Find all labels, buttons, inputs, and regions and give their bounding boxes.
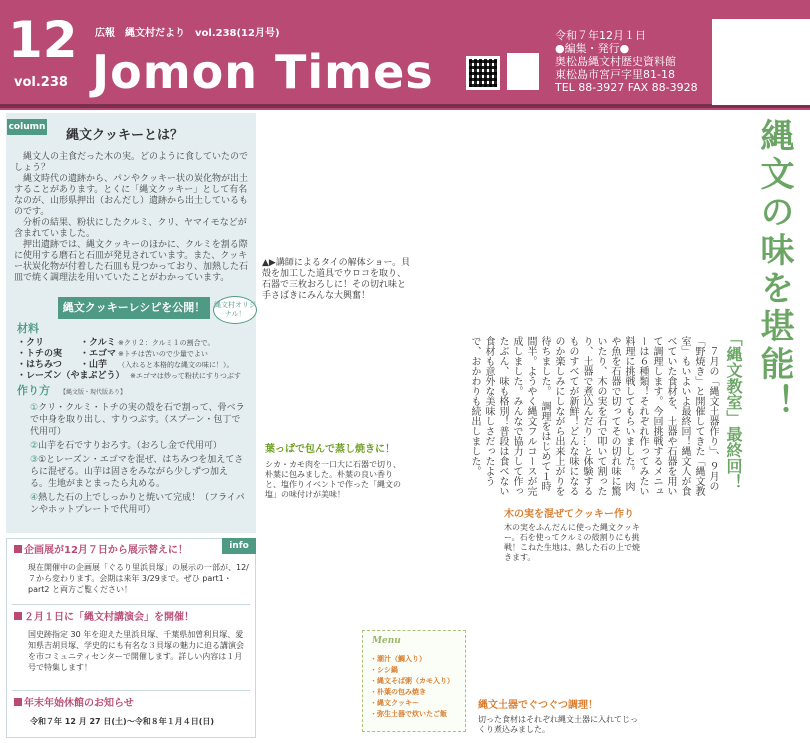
- menu-item: ・シシ鍋: [370, 666, 398, 674]
- square-bullet-icon: [14, 698, 22, 706]
- publisher-name: 奥松島縄文村歴史資料館: [555, 55, 676, 68]
- cookie-making-body: 木の実をふんだんに使った縄文クッキー。石を使ってクルミの殻割りにも挑戦！こねた生地は、熱した石の上で焼きます。: [504, 523, 640, 562]
- info-heading-text: ２月１日に「縄文村講演会」を開催！: [24, 612, 194, 623]
- material-item: ・はちみつ: [17, 360, 62, 370]
- menu-item: ・朴葉の包み焼き: [370, 688, 426, 696]
- column-paragraph: 縄文人の主食だった木の実。どのように食していたのでしょう？: [14, 152, 249, 173]
- info-tab: info: [222, 538, 256, 554]
- pottery-cooking-body: 切った食材はそれぞれ縄文土器に入れてじっくり煮込みました。: [478, 715, 638, 734]
- article-subtitle: 「縄文教室」最終回！: [724, 330, 743, 490]
- step-item: [30, 492, 245, 516]
- header-underline: [0, 104, 810, 108]
- leaf-steam-body: シカ・カモ肉を一口大に石器で切り、朴葉に包みました。朴葉の良い香りと、塩作りイベントで作った「縄文の塩」の味付けが美味！: [265, 460, 401, 499]
- step-text: ①とレーズン・エゴマを混ぜ、はちみつを加えてさらに混ぜる。山芋は固さをみながら少しずつ加える。生地がまとまったら丸める。: [30, 455, 244, 489]
- info-heading-text: 企画展が12月７日から展示替えに！: [24, 545, 188, 556]
- photo-caption: ▲▶講師によるタイの解体ショー。貝殻を加工した道具でウロコを取り、石器で三枚おろしに！その切れ味と手さばきにみんな大興奮！: [262, 258, 411, 301]
- column-paragraph: 分析の結果、粉状にしたクルミ、クリ、ヤマイモなどが含まれていました。: [14, 218, 247, 239]
- steps-heading: 作り方: [17, 384, 50, 397]
- volume-label: vol.238: [14, 75, 68, 90]
- step-number: ①: [30, 403, 39, 413]
- menu-list: [370, 654, 466, 720]
- material-item: ・レーズン（やまぶどう）: [17, 371, 125, 381]
- masthead-title: Jomon Times: [92, 45, 434, 99]
- menu-item: ・弥生土器で炊いたご飯: [370, 710, 447, 718]
- tel-fax: TEL 88-3927 FAX 88-3928: [555, 81, 698, 94]
- step-text: 熱した石の上でしっかりと焼いて完成！（フライパンやホットプレートで代用可）: [30, 493, 245, 515]
- recipe-banner: 縄文クッキーレシピを公開！: [58, 297, 210, 319]
- steps-subheading: 【縄文版・現代版あり】: [60, 389, 127, 396]
- material-note: ※クリ２：クルミ１の割合で。: [118, 339, 215, 347]
- publisher-address: 東松島市宮戸字里81-18: [555, 68, 675, 81]
- blank-area: [712, 19, 810, 105]
- info-body: 現在開催中の企画展「ぐるり里浜貝塚」の展示の一部が、12/７から変わります。会期は来年 3/29まで。ぜひ part1・part2 と両方ご覧ください！: [28, 563, 249, 594]
- divider: [12, 604, 250, 605]
- step-text: クリ・クルミ・トチの実の殻を石で割って、骨ベラで中身を取り出し、すりつぶす。（スプーン・包丁で代用可）: [30, 403, 245, 437]
- issue-number: 12: [8, 11, 78, 69]
- photo-placeholder: [264, 120, 412, 248]
- column-paragraph: 押出遺跡では、縄文クッキーのほかに、クルミを割る際に使用する磨石と石皿が発見されています。また、クッキー状炭化物が付着した石皿も見つかっており、加熱した石皿で焼く調理法を用いていたことがわかっています。: [14, 240, 249, 283]
- column-body: [14, 152, 250, 284]
- step-item: [30, 402, 245, 438]
- square-bullet-icon: [14, 612, 22, 620]
- divider: [12, 690, 250, 691]
- menu-item: ・潮汁（鯛入り）: [370, 655, 426, 663]
- column-tab: column: [7, 119, 47, 135]
- newsletter-subtitle: 広報 縄文村だより vol.238(12月号): [95, 28, 280, 39]
- publisher-info: [555, 29, 715, 94]
- steps-list: [30, 402, 245, 518]
- info-heading: [14, 612, 194, 624]
- materials-heading: 材料: [17, 322, 39, 335]
- material-item: ・クルミ: [80, 338, 116, 348]
- step-text: 山芋を石ですりおろす。（おろし金で代用可）: [38, 441, 222, 451]
- menu-item: ・縄文クッキー: [370, 699, 419, 707]
- material-note: ※エゴマは炒って粉状にすりつぶす: [130, 372, 241, 380]
- material-item: ・クリ: [17, 338, 45, 348]
- menu-title: Menu: [372, 636, 401, 646]
- info-heading: [14, 545, 188, 557]
- info-heading-text: 年末年始休館のお知らせ: [24, 698, 134, 709]
- material-note: （入れると本格的な縄文の味に！）。: [118, 361, 234, 369]
- info-body: 令和７年 12 月 27 日(土)～令和８年１月４日(日): [30, 717, 215, 726]
- material-item: ・トチの実: [17, 349, 63, 359]
- editor-label: ●編集・発行●: [555, 42, 630, 55]
- column-paragraph: 縄文時代の遺跡から、パンやクッキー状の炭化物が出土することがあります。とくに「縄文クッキー」として有名なのが、山形県押出（おんだし）遺跡から出土しているものです。: [14, 174, 249, 217]
- step-number: ④: [30, 493, 39, 503]
- article-body: ７月の「縄文土器作り」、９月の「野焼き」と開催してきた「縄文教室」もいよいよ最終回！縄文人が食べていた食材を、土器や石器を用いて調理します。今回挑戦するメニューは６種類！それぞれ作ってみたい料理に挑戦してもらいました。 肉や魚を石器で切ってその切れ味に驚いたり、木の実を石で叩いて割ったり、土器で煮込んだり…と体験するものすべてが新鮮！どんな味になるのか楽しみにしながら出来上がりを待ちました。 調理をはじめて１時間半。ようやく縄文フルコースが完成しました。みんなで協力して作ったぶん、味も格別！普段は食べない食材も意外な美味しさだったようで、おかわりも続出しました。: [469, 336, 718, 496]
- step-item: [30, 454, 245, 490]
- blank-box: [507, 53, 539, 90]
- column-title: 縄文クッキーとは？: [66, 128, 184, 143]
- original-badge: 縄文村オリジナル！: [213, 296, 257, 324]
- material-note: ※トチは苦いので少量でよい: [118, 350, 208, 358]
- qr-code-icon[interactable]: [466, 56, 500, 90]
- menu-item: ・縄文そば粥（カモ入り）: [370, 677, 454, 685]
- info-heading: [14, 698, 134, 710]
- article-big-title: 縄文の味を堪能！: [754, 118, 794, 422]
- step-number: ②: [30, 441, 39, 451]
- publish-date: 令和７年12月１日: [555, 29, 646, 42]
- step-number: ③: [30, 455, 39, 465]
- material-item: ・山芋: [80, 360, 108, 370]
- cookie-making-title: 木の実を混ぜてクッキー作り: [504, 509, 634, 520]
- pottery-cooking-title: 縄文土器でぐつぐつ調理！: [478, 700, 598, 711]
- square-bullet-icon: [14, 545, 22, 553]
- info-body: 国史跡指定 30 年を迎えた里浜貝塚、千葉県加曽利貝塚、愛知県吉胡貝塚、学史的にも有名な３貝塚の魅力に迫る講演会を市コミュニティセンターで開催します。詳しい内容は１月号で特集します！: [28, 630, 244, 672]
- leaf-steam-title: 葉っぱで包んで蒸し焼きに！: [265, 444, 395, 455]
- material-item: ・エゴマ: [80, 349, 117, 359]
- step-item: [30, 440, 245, 452]
